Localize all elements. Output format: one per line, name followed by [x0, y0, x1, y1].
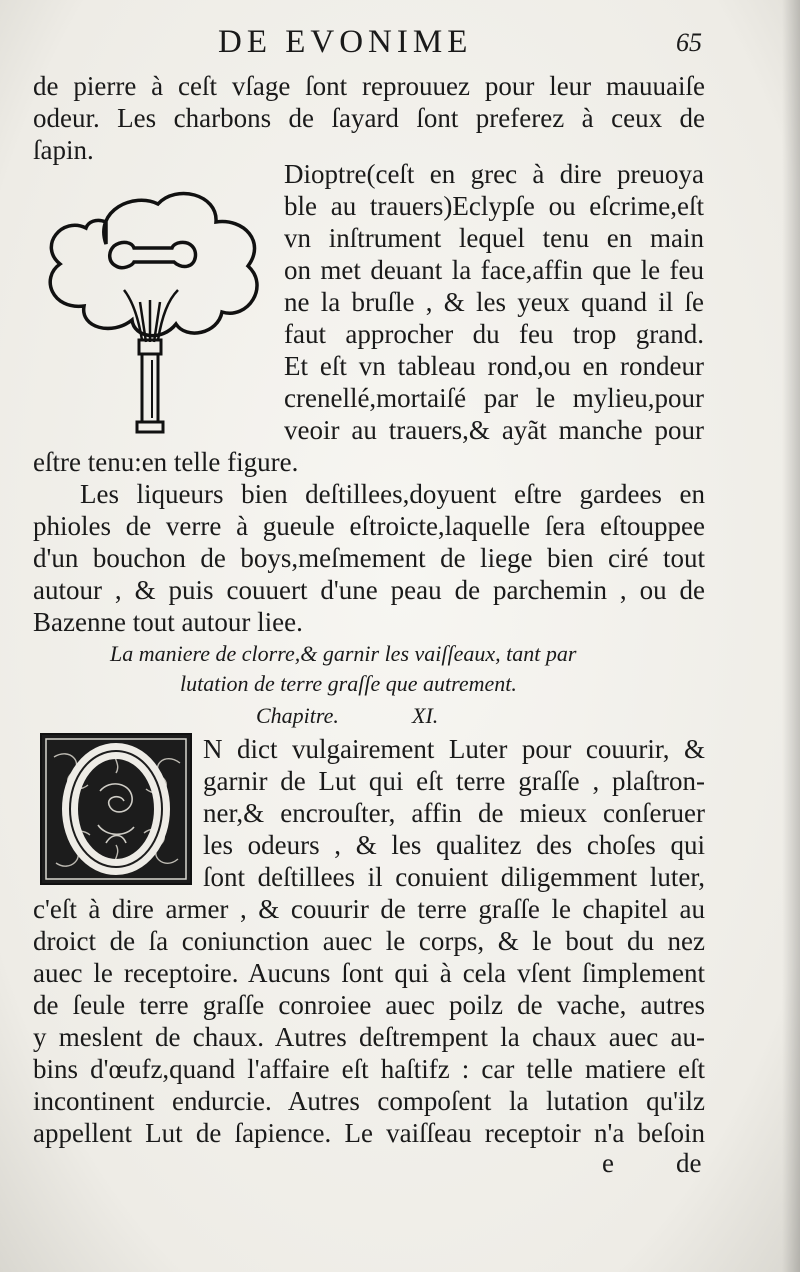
page-edge-shadow: [782, 0, 800, 1272]
text-line: ſont deſtillees il conuient diligemment luter,: [203, 862, 705, 892]
text-line: autour , & puis couuert d'une peau de parchemin , ou de: [33, 575, 705, 605]
text-line: Les liqueurs bien deſtillees,doyuent eſtre gardees en: [80, 479, 705, 509]
text-line: de ſeule terre graſſe conroiee auec poilz de vache, autres: [33, 990, 705, 1020]
text-line: eſtre tenu:en telle figure.: [33, 447, 299, 477]
page-number: 65: [676, 28, 702, 57]
text-line: N dict vulgairement Luter pour couurir, &: [203, 734, 705, 764]
text-line: appellent Lut de ſapience. Le vaiſſeau receptoir n'a beſoin: [33, 1118, 705, 1148]
text-line: bins d'œufz,quand l'affaire eſt haſtifz : car telle matiere eſt: [33, 1054, 705, 1084]
section-heading: La maniere de clorre,& garnir les vaiſſeaux, tant par: [110, 641, 577, 666]
text-line: ble au trauers)Eclypſe ou eſcrime,eſt: [284, 191, 704, 221]
running-title: DE EVONIME: [218, 24, 473, 60]
text-line: on met deuant la face,affin que le feu: [284, 255, 704, 285]
text-line: Dioptre(ceſt en grec à dire preuoya: [284, 159, 704, 189]
text-line: droict de ſa coniunction auec le corps, & le bout du nez: [33, 926, 705, 956]
chapter-number: XI.: [412, 703, 439, 728]
text-line: vn inſtrument lequel tenu en main: [284, 223, 704, 253]
text-line: incontinent endurcie. Autres compoſent la lutation qu'ilz: [33, 1086, 705, 1116]
section-heading: lutation de terre graſſe que autrement.: [180, 671, 517, 696]
text-line: les odeurs , & les qualitez des choſes qui: [203, 830, 705, 860]
text-line: Et eſt vn tableau rond,ou en rondeur: [284, 351, 704, 381]
text-line: ne la bruſle , & les yeux quand il ſe: [284, 287, 704, 317]
text-line: veoir au trauers,& ayãt manche pour: [284, 415, 704, 445]
text-line: faut approcher du feu trop grand.: [284, 319, 704, 349]
page-header: [0, 24, 800, 68]
text-line: crenellé,mortaiſé par le mylieu,pour: [284, 383, 704, 413]
catchword: de: [676, 1148, 702, 1178]
text-line: y meslent de chaux. Autres deſtrempent la chaux auec au-: [33, 1022, 705, 1052]
text-line: de pierre à ceſt vſage ſont reprouuez pour leur mauuaiſe: [33, 71, 705, 101]
text-line: c'eſt à dire armer , & couurir de terre graſſe le chapitel au: [33, 894, 705, 924]
text-line: Bazenne tout autour liee.: [33, 607, 303, 637]
signature-mark: e: [602, 1148, 614, 1178]
chapter-label: Chapitre.: [256, 703, 339, 728]
text-line: auec le receptoire. Aucuns ſont qui à cela vſent ſimplement: [33, 958, 705, 988]
text-line: phioles de verre à gueule eſtroicte,laquelle ſera eſtouppee: [33, 511, 705, 541]
text-line: ner,& encrouſter, affin de mieux conſeruer: [203, 798, 705, 828]
text-line: d'un bouchon de boys,meſmement de liege bien ciré tout: [33, 543, 705, 573]
text-line: odeur. Les charbons de ſayard ſont preferez à ceux de: [33, 103, 705, 133]
dioptre-shield-illustration-icon: [36, 182, 266, 440]
text-line: ſapin.: [33, 135, 94, 165]
ornamental-initial-icon: [40, 733, 192, 885]
text-line: garnir de Lut qui eſt terre graſſe , plaſtron-: [203, 766, 705, 796]
